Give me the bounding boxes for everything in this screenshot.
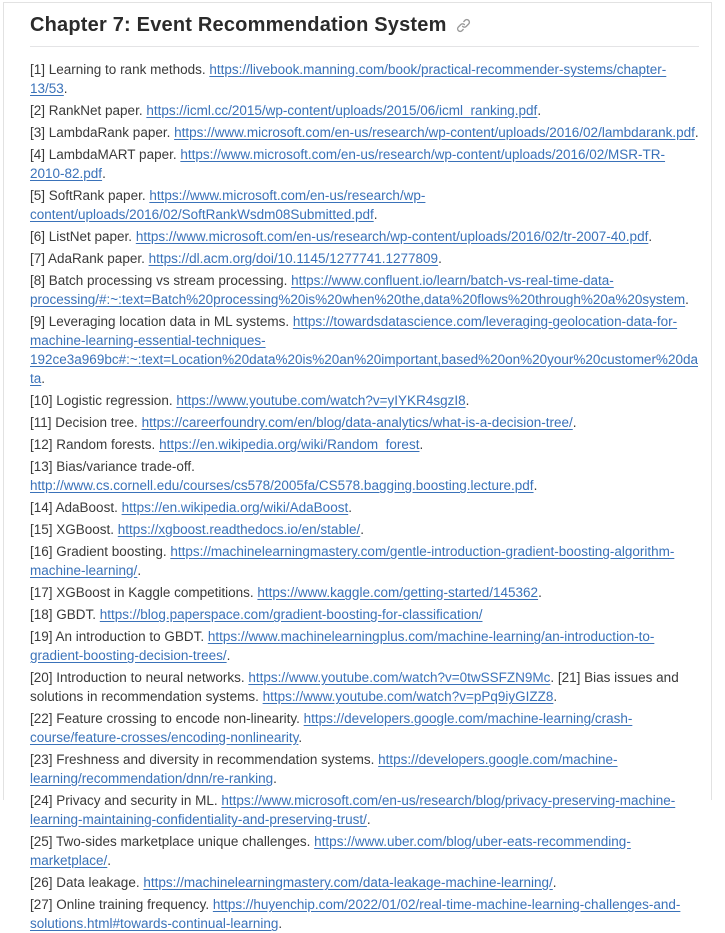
reference-text: . xyxy=(273,771,277,786)
reference-link[interactable]: https://www.microsoft.com/en-us/research/blog/privacy-preserving-machine-learning-maintaining-confidentiality-and-preserving-trust/ xyxy=(30,793,676,827)
reference-item xyxy=(30,832,699,870)
reference-item xyxy=(30,520,699,539)
reference-link[interactable]: https://www.youtube.com/watch?v=yIYKR4sgzI8 xyxy=(176,393,466,408)
document-page xyxy=(3,2,712,931)
reference-text: [25] Two-sides marketplace unique challenges. xyxy=(30,834,315,849)
reference-item xyxy=(30,101,699,120)
reference-item xyxy=(30,249,699,268)
reference-text: [23] Freshness and diversity in recommendation systems. xyxy=(30,752,379,767)
reference-link[interactable]: https://towardsdatascience.com/leveraging-geolocation-data-for-machine-learning-essential-techniques-192ce3a969bc#:~:text=Location%20data%20is%20an%20important,based%20on%20your%20customer%20data xyxy=(30,314,698,386)
reference-text: . xyxy=(360,522,364,537)
reference-text: [1] Learning to rank methods. xyxy=(30,62,210,77)
anchor-link[interactable] xyxy=(456,18,471,33)
reference-link[interactable]: https://www.youtube.com/watch?v=pPq9iyGIZZ8 xyxy=(262,689,554,704)
reference-text: . xyxy=(102,166,106,181)
title-divider xyxy=(30,46,699,47)
reference-link[interactable]: https://www.microsoft.com/en-us/research/wp-content/uploads/2016/02/tr-2007-40.pdf xyxy=(135,229,649,244)
reference-item xyxy=(30,627,699,665)
reference-text: [13] Bias/variance trade-off. xyxy=(30,459,195,474)
reference-text: . xyxy=(685,292,689,307)
reference-item xyxy=(30,895,699,933)
reference-text: . xyxy=(63,81,68,96)
reference-link[interactable]: https://www.confluent.io/learn/batch-vs-real-time-data-processing/#:~:text=Batch%20processing%20is%20when%20the,data%20flows%20through%20a%20system xyxy=(30,273,686,307)
reference-text: . xyxy=(648,229,653,244)
reference-text: [5] SoftRank paper. xyxy=(30,188,150,203)
reference-text: . xyxy=(553,689,558,704)
reference-text: . xyxy=(533,478,538,493)
reference-text: [15] XGBoost. xyxy=(30,522,118,537)
reference-item xyxy=(30,583,699,602)
reference-text: [4] LambdaMART paper. xyxy=(30,147,181,162)
reference-text: . xyxy=(572,415,577,430)
reference-item xyxy=(30,750,699,788)
reference-text: [22] Feature crossing to encode non-linearity. xyxy=(30,711,304,726)
reference-text: . xyxy=(348,500,352,515)
reference-item xyxy=(30,312,699,388)
reference-text: . xyxy=(419,437,424,452)
reference-text: [11] Decision tree. xyxy=(30,415,142,430)
reference-item xyxy=(30,498,699,517)
page-title xyxy=(30,14,699,37)
reference-text: . xyxy=(226,648,231,663)
reference-text: [10] Logistic regression. xyxy=(30,393,177,408)
reference-text: [9] Leveraging location data in ML systems. xyxy=(30,314,293,329)
reference-link[interactable]: https://en.wikipedia.org/wiki/Random_forest xyxy=(159,437,420,452)
reference-text: [16] Gradient boosting. xyxy=(30,544,171,559)
reference-text: [19] An introduction to GBDT. xyxy=(30,629,208,644)
reference-text: [7] AdaRank paper. xyxy=(30,251,149,266)
reference-link[interactable]: https://icml.cc/2015/wp-content/uploads/2015/06/icml_ranking.pdf xyxy=(146,103,538,118)
reference-text: . xyxy=(41,371,46,386)
reference-text: [2] RankNet paper. xyxy=(30,103,147,118)
reference-item xyxy=(30,60,699,98)
reference-text: [27] Online training frequency. xyxy=(30,897,213,912)
link-icon xyxy=(456,18,471,33)
reference-item xyxy=(30,145,699,183)
reference-item xyxy=(30,791,699,829)
reference-text: . [21] Bias issues and solutions in recommendation systems. xyxy=(30,670,679,704)
reference-item xyxy=(30,186,699,224)
reference-link[interactable]: https://blog.paperspace.com/gradient-boosting-for-classification/ xyxy=(99,607,483,622)
reference-text: . xyxy=(373,207,378,222)
reference-text: [18] GBDT. xyxy=(30,607,100,622)
reference-text: . xyxy=(537,103,542,118)
reference-item xyxy=(30,542,699,580)
reference-link[interactable]: https://www.kaggle.com/getting-started/145362 xyxy=(257,585,539,600)
page-title-text: Chapter 7: Event Recommendation System xyxy=(30,14,447,36)
reference-text: . xyxy=(298,730,303,745)
reference-link[interactable]: https://developers.google.com/machine-learning/crash-course/feature-crosses/encoding-nonlinearity xyxy=(30,711,633,745)
reference-item xyxy=(30,123,699,142)
reference-text: [8] Batch processing vs stream processing. xyxy=(30,273,292,288)
reference-text: [17] XGBoost in Kaggle competitions. xyxy=(30,585,258,600)
reference-item xyxy=(30,668,699,706)
reference-link[interactable]: https://www.machinelearningplus.com/machine-learning/an-introduction-to-gradient-boosting-decision-trees/ xyxy=(30,629,655,663)
reference-text: . xyxy=(465,393,470,408)
reference-item xyxy=(30,413,699,432)
reference-item xyxy=(30,605,699,624)
reference-link[interactable]: https://en.wikipedia.org/wiki/AdaBoost xyxy=(121,500,349,515)
reference-link[interactable]: https://livebook.manning.com/book/practical-recommender-systems/chapter-13/53 xyxy=(30,62,667,96)
reference-text: . xyxy=(538,585,542,600)
reference-link[interactable]: https://www.microsoft.com/en-us/research/wp-content/uploads/2016/02/lambdarank.pdf xyxy=(174,125,695,140)
reference-link[interactable]: https://xgboost.readthedocs.io/en/stable/ xyxy=(117,522,361,537)
reference-link[interactable]: https://machinelearningmastery.com/data-leakage-machine-learning/ xyxy=(143,875,553,890)
reference-item xyxy=(30,709,699,747)
reference-text: [14] AdaBoost. xyxy=(30,500,122,515)
reference-text: . xyxy=(278,916,283,931)
reference-text: . xyxy=(694,125,699,140)
reference-link[interactable]: https://dl.acm.org/doi/10.1145/1277741.1277809 xyxy=(148,251,439,266)
reference-text: [3] LambdaRank paper. xyxy=(30,125,175,140)
reference-link[interactable]: https://www.youtube.com/watch?v=0twSSFZN9Mc xyxy=(248,670,551,685)
reference-link[interactable]: http://www.cs.cornell.edu/courses/cs578/2005fa/CS578.bagging.boosting.lecture.pdf xyxy=(30,478,534,493)
reference-item xyxy=(30,457,699,495)
reference-item xyxy=(30,391,699,410)
reference-link[interactable]: https://huyenchip.com/2022/01/02/real-time-machine-learning-challenges-and-solutions.html#towards-continual-learning xyxy=(30,897,681,931)
reference-text: [24] Privacy and security in ML. xyxy=(30,793,222,808)
reference-text: [12] Random forests. xyxy=(30,437,160,452)
reference-text: . xyxy=(366,812,371,827)
reference-text: [6] ListNet paper. xyxy=(30,229,136,244)
reference-link[interactable]: https://www.uber.com/blog/uber-eats-recommending-marketplace/ xyxy=(30,834,631,868)
references-list xyxy=(30,60,699,933)
reference-link[interactable]: https://www.microsoft.com/en-us/research/wp-content/uploads/2016/02/SoftRankWsdm08Submitted.pdf xyxy=(30,188,426,222)
reference-text: [26] Data leakage. xyxy=(30,875,144,890)
reference-link[interactable]: https://www.microsoft.com/en-us/research/wp-content/uploads/2016/02/MSR-TR-2010-82.pdf xyxy=(30,147,666,181)
reference-text: . xyxy=(137,563,142,578)
reference-item xyxy=(30,271,699,309)
reference-item xyxy=(30,873,699,892)
reference-text: . xyxy=(552,875,557,890)
reference-text: . xyxy=(107,853,112,868)
reference-text: [20] Introduction to neural networks. xyxy=(30,670,249,685)
reference-item xyxy=(30,227,699,246)
reference-item xyxy=(30,435,699,454)
reference-link[interactable]: https://developers.google.com/machine-learning/recommendation/dnn/re-ranking xyxy=(30,752,618,786)
reference-link[interactable]: https://careerfoundry.com/en/blog/data-analytics/what-is-a-decision-tree/ xyxy=(141,415,573,430)
reference-text: . xyxy=(438,251,442,266)
reference-link[interactable]: https://machinelearningmastery.com/gentle-introduction-gradient-boosting-algorithm-machine-learning/ xyxy=(30,544,675,578)
